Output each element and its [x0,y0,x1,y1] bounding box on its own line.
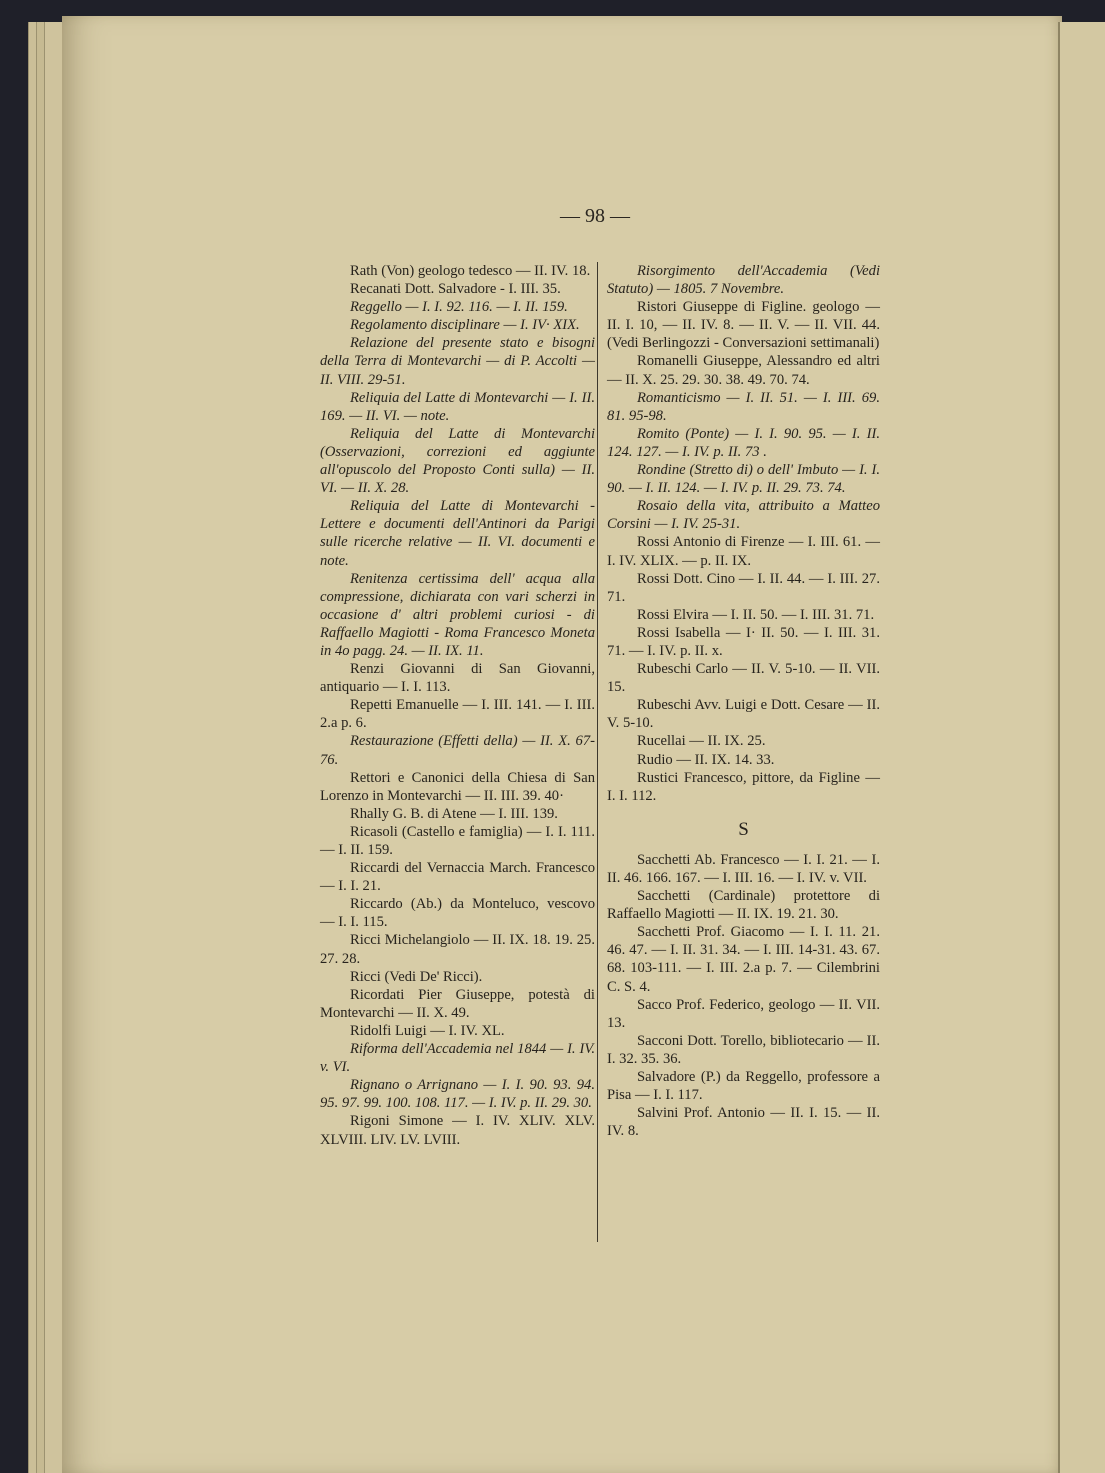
index-entry: Rignano o Arrignano — I. I. 90. 93. 94. 95. 97. 99. 100. 108. 117. — I. IV. p. II. 29. 30. [320,1077,595,1112]
index-entry: Reliquia del Latte di Montevarchi — I. II. 169. — II. VI. — note. [320,389,595,424]
index-entry: Risorgimento dell'Accademia (Vedi Statuto) — 1805. 7 Novembre. [607,263,880,298]
index-entry: Rhally G. B. di Atene — I. III. 139. [350,805,558,822]
index-entry: Rosaio della vita, attribuito a Matteo Corsini — I. IV. 25-31. [607,498,880,533]
index-entry: Rath (Von) geologo tedesco — II. IV. 18. [350,263,591,279]
index-entry: Sacchetti (Cardinale) protettore di Raffaello Magiotti — II. IX. 19. 21. 30. [607,888,880,923]
index-entry: Reliquia del Latte di Montevarchi - Lettere e documenti dell'Antinori da Parigi sulle ricerche relative — II. VI. documenti e note. [320,498,595,569]
index-entry: Rossi Elvira — I. II. 50. — I. III. 31. 71. [637,606,875,623]
index-entry: Riccardo (Ab.) da Monteluco, vescovo — I. I. 115. [320,896,595,931]
index-entry: Rustici Francesco, pittore, da Figline — I. I. 112. [607,769,880,804]
index-entry: Ristori Giuseppe di Figline. geologo — II. I. 10, — II. IV. 8. — II. V. — II. VII. 44. (Vedi Berlingozzi - Conversazioni settimanali) [607,299,880,352]
index-column-right [607,262,880,1140]
index-entry: Romito (Ponte) — I. I. 90. 95. — I. II. 124. 127. — I. IV. p. II. 73 . [607,425,880,460]
index-entry: Salvadore (P.) da Reggello, professore a Pisa — I. I. 117. [607,1069,880,1104]
index-entry: Reggello — I. I. 92. 116. — I. II. 159. [350,299,568,316]
section-letter-heading: S [738,818,749,840]
index-entry: Ricasoli (Castello e famiglia) — I. I. 111. — I. II. 159. [320,823,595,858]
index-entry: Relazione del presente stato e bisogni della Terra di Montevarchi — di P. Accolti — II. VIII. 29-51. [320,335,595,388]
column-divider [597,262,598,1242]
index-entry: Sacchetti Ab. Francesco — I. I. 21. — I. II. 46. 166. 167. — I. III. 16. — I. IV. v. VII. [607,851,880,886]
index-entry: Renzi Giovanni di San Giovanni, antiquario — I. I. 113. [320,661,595,696]
index-entry: Rubeschi Avv. Luigi e Dott. Cesare — II. V. 5-10. [607,697,880,732]
index-entry: Sacco Prof. Federico, geologo — II. VII. 13. [607,996,880,1031]
page-number: — 98 — [560,205,630,227]
index-entry: Romanelli Giuseppe, Alessandro ed altri — II. X. 25. 29. 30. 38. 49. 70. 74. [607,353,880,388]
index-entry: Rossi Antonio di Firenze — I. III. 61. — I. IV. XLIX. — p. II. IX. [607,534,880,569]
index-entry: Reliquia del Latte di Montevarchi (Osservazioni, correzioni ed aggiunte all'opuscolo del Proposto Conti sulla) — II. VI. — II. X. 28. [320,425,595,497]
index-entry: Rondine (Stretto di) o dell' Imbuto — I. I. 90. — I. II. 124. — I. IV. p. II. 29. 73. 74. [607,462,880,497]
index-entry: Rigoni Simone — I. IV. XLIV. XLV. XLVIII. LIV. LV. LVIII. [320,1113,595,1148]
index-entry: Sacchetti Prof. Giacomo — I. I. 11. 21. 46. 47. — I. II. 31. 34. — I. III. 14-31. 43. 67. 68. 103-111. — I. III. 2.a p. 7. — Cilembrini C. S. 4. [607,924,880,995]
index-entry: Repetti Emanuelle — I. III. 141. — I. III. 2.a p. 6. [320,697,595,732]
index-column-left [320,262,595,1149]
index-entry: Rubeschi Carlo — II. V. 5-10. — II. VII. 15. [607,661,880,696]
index-entry: Rossi Dott. Cino — I. II. 44. — I. III. 27. 71. [607,570,880,605]
index-entry: Restaurazione (Effetti della) — II. X. 67-76. [320,733,595,768]
index-entry: Renitenza certissima dell' acqua alla compressione, dichiarata con vari scherzi in occasione d' altri problemi curiosi - di Raffaello Magiotti - Roma Francesco Moneta in 4o pagg. 24. — II. IX. 11. [320,570,595,659]
index-entry: Rossi Isabella — I· II. 50. — I. III. 31. 71. — I. IV. p. II. x. [607,624,880,659]
index-entry: Rudio — II. IX. 14. 33. [637,751,775,768]
index-entry: Ricordati Pier Giuseppe, potestà di Montevarchi — II. X. 49. [320,986,595,1021]
index-entry: Rettori e Canonici della Chiesa di San Lorenzo in Montevarchi — II. III. 39. 40· [320,769,595,804]
index-entry: Rucellai — II. IX. 25. [637,733,766,750]
index-entry: Ridolfi Luigi — I. IV. XL. [350,1022,505,1039]
index-entry: Riccardi del Vernaccia March. Francesco — I. I. 21. [320,860,595,895]
index-entry: Riforma dell'Accademia nel 1844 — I. IV. v. VI. [320,1041,595,1076]
index-entry: Ricci Michelangiolo — II. IX. 18. 19. 25. 27. 28. [320,932,595,967]
index-entry: Sacconi Dott. Torello, bibliotecario — II. I. 32. 35. 36. [607,1032,880,1067]
index-entry: Salvini Prof. Antonio — II. I. 15. — II. IV. 8. [607,1105,880,1140]
index-entry: Ricci (Vedi De' Ricci). [350,968,483,985]
facing-page-edge [1058,22,1105,1473]
index-entry: Romanticismo — I. II. 51. — I. III. 69. 81. 95-98. [607,389,880,424]
index-entry: Recanati Dott. Salvadore - I. III. 35. [350,281,561,298]
index-entry: Regolamento disciplinare — I. IV· XIX. [350,317,580,334]
